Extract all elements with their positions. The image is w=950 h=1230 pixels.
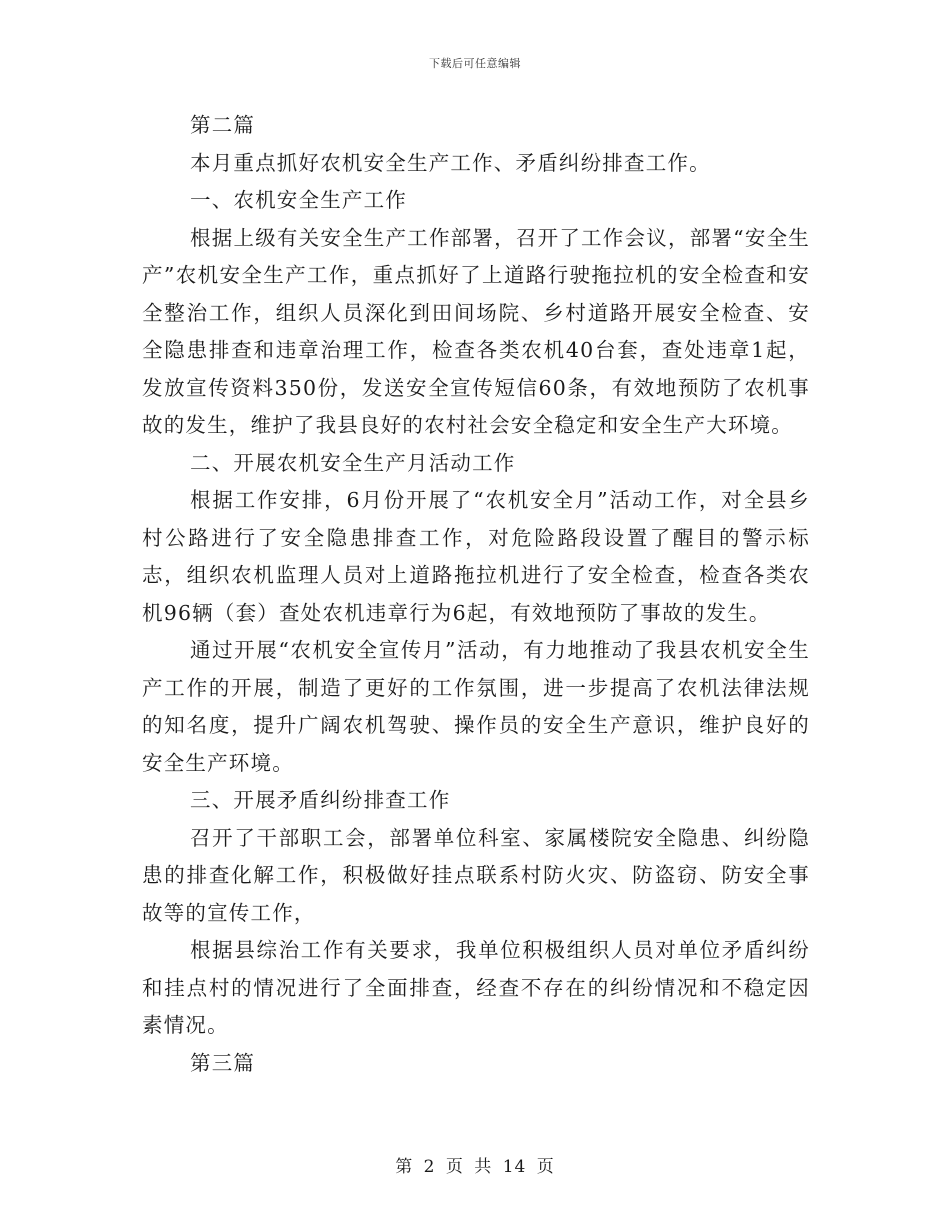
page-header-note: 下载后可任意编辑 [429,57,521,70]
heading-3: 三、开展矛盾纠纷排查工作 [190,788,451,812]
section-title: 第二篇 [190,113,256,137]
heading-2: 二、开展农机安全生产月活动工作 [190,450,516,475]
document-body [142,107,810,1082]
summary-paragraph: 本月重点抓好农机安全生产工作、矛盾纠纷排查工作。 [190,150,711,175]
body-paragraph: 召开了干部职工会，部署单位科室、家属楼院安全隐患、纠纷隐患的排查化解工作，积极做好挂点联系村防火灾、防盗窃、防安全事故等的宣传工作， [142,825,810,925]
body-paragraph: 通过开展“农机安全宣传月”活动，有力地推动了我县农机安全生产工作的开展，制造了更好的工作氛围，进一步提高了农机法律法规的知名度，提升广阔农机驾驶、操作员的安全生产意识，维护良好的安全生产环境。 [142,638,810,775]
body-paragraph: 根据上级有关安全生产工作部署，召开了工作会议，部署“安全生产”农机安全生产工作，重点抓好了上道路行驶拖拉机的安全检查和安全整治工作，组织人员深化到田间场院、乡村道路开展安全检查、安全隐患排查和违章治理工作，检查各类农机40台套，查处违章1起，发放宣传资料350份，发送安全宣传短信60条，有效地预防了农机事故的发生，维护了我县良好的农村社会安全稳定和安全生产大环境。 [142,225,810,437]
heading-1: 一、农机安全生产工作 [190,188,407,212]
section-title: 第三篇 [190,1050,256,1075]
page-number-footer: 第 2 页 共 14 页 [395,1157,555,1177]
body-paragraph: 根据工作安排，6月份开展了“农机安全月”活动工作，对全县乡村公路进行了安全隐患排查工作，对危险路段设置了醒目的警示标志，组织农机监理人员对上道路拖拉机进行了安全检查，检查各类农机96辆（套）查处农机违章行为6起，有效地预防了事故的发生。 [142,488,810,625]
body-paragraph: 根据县综治工作有关要求，我单位积极组织人员对单位矛盾纠纷和挂点村的情况进行了全面排查，经查不存在的纠纷情况和不稳定因素情况。 [142,938,810,1037]
